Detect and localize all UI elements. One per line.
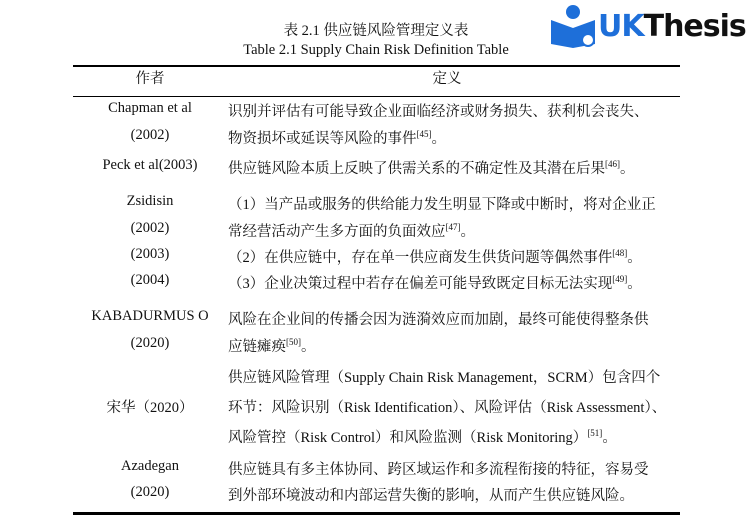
bottom-rule [73,512,680,515]
definition-line [228,100,649,121]
citation-ref: [49] [612,274,628,285]
ukthesis-watermark [548,4,746,48]
punctuation: 。 [431,131,446,147]
definition-text: 物资损坏或延误等风险的事件 [228,131,417,147]
definition-text: （2）在供应链中，存在单一供应商发生供货问题等偶然事件 [228,250,613,266]
definition-text: 风险在企业间的传播会因为涟漪效应而加剧，最终可能使得整条供 [228,312,649,328]
author-line: Azadegan [121,458,179,474]
punctuation: 。 [620,161,635,177]
punctuation: 。 [301,339,316,355]
definition-line [228,335,316,356]
reader-logo-icon [548,4,598,48]
citation-ref: [51] [587,428,603,439]
definition-line [228,127,446,148]
definition-text: 供应链具有多主体协同、跨区域运作和多流程衔接的特征，容易受 [228,462,649,478]
definition-line [228,157,635,178]
watermark-uk: UK [598,8,644,44]
definition-text: 应链瘫痪 [228,339,286,355]
header-rule [73,96,680,97]
definition-line [228,193,656,214]
definition-line [228,426,617,447]
citation-ref: [45] [416,129,432,140]
definition-line [228,396,666,417]
definition-line [228,246,642,267]
header-author: 作者 [135,71,165,87]
author-line: Peck et al(2003) [102,157,198,173]
definition-line [228,308,649,329]
author-line: (2002) [130,220,170,236]
citation-ref: [47] [445,222,461,233]
punctuation: 。 [627,276,642,292]
header-definition: 定义 [432,71,462,87]
author-line: (2002) [130,127,170,143]
punctuation: 。 [602,430,617,446]
definition-line [228,272,642,293]
definition-line [228,458,649,479]
definition-text: 常经营活动产生多方面的负面效应 [228,224,446,240]
definition-text: 供应链风险管理（Supply Chain Risk Management，SCRM）包含四个 [228,370,661,386]
definition-text: 供应链风险本质上反映了供需关系的不确定性及其潜在后果 [228,161,605,177]
definition-text: 到外部环境波动和内部运营失衡的影响，从而产生供应链风险。 [228,488,634,504]
citation-ref: [48] [612,248,628,259]
author-line: (2020) [130,335,170,351]
author-line: 宋华（2020） [106,400,194,416]
table-caption-cn: 表 2.1 供应链风险管理定义表 [283,23,469,39]
author-line: (2020) [130,484,170,500]
punctuation: 。 [627,250,642,266]
definition-text: （1）当产品或服务的供给能力发生明显下降或中断时，将对企业正 [228,197,656,213]
citation-ref: [46] [605,159,620,170]
author-line: KABADURMUS O [91,308,209,324]
author-line: (2004) [130,272,170,288]
punctuation: 。 [460,224,475,240]
watermark-thesis: Thesis [643,8,746,44]
definition-text: 识别并评估有可能导致企业面临经济或财务损失、获利机会丧失、 [228,104,649,120]
definition-line [228,484,634,505]
author-line: Zsidisin [126,193,174,209]
author-line: (2003) [130,246,170,262]
author-line: Chapman et al [108,100,192,116]
definition-text: 风险管控（Risk Control）和风险监测（Risk Monitoring） [228,430,588,446]
table-caption-en: Table 2.1 Supply Chain Risk Definition Table [243,42,509,58]
definition-text: 环节：风险识别（Risk Identification）、风险评估（Risk Assessment）、 [228,400,667,416]
definition-text: （3）企业决策过程中若存在偏差可能导致既定目标无法实现 [228,276,613,292]
definition-line [228,220,475,241]
definition-line [228,366,660,387]
citation-ref: [50] [286,337,301,348]
